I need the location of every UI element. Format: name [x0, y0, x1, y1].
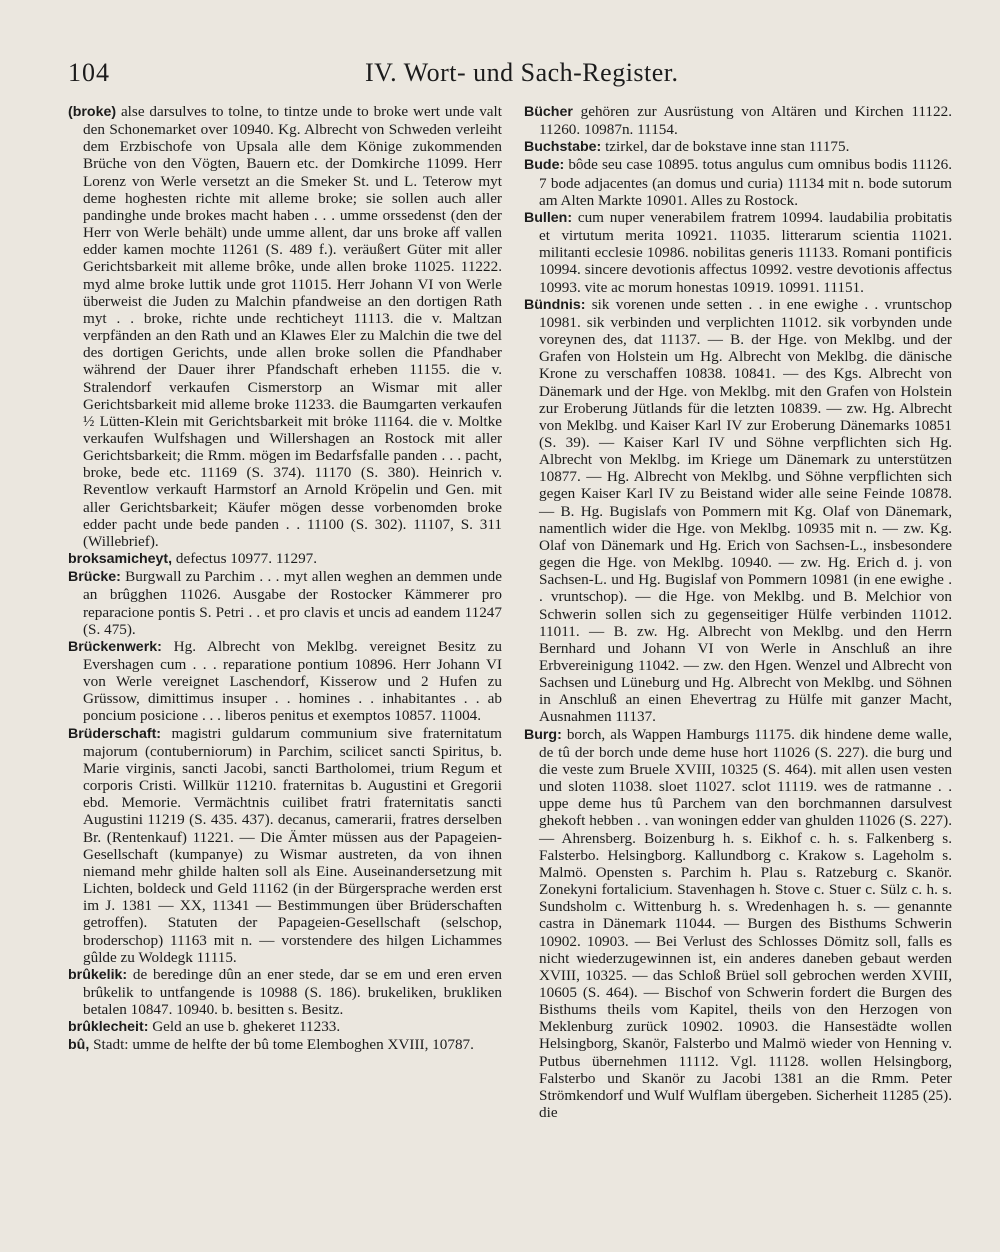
index-entry-burg: [524, 726, 952, 1122]
entry-text: Hg. Albrecht von Meklbg. vereignet Besitz zu Evershagen cum . . . reparatione pontium 10896. Herr Johann VI von Werle vereignet Laschendorf, Kisserow und 2 Hufen zu Grüssow, dimittimus insuper . . homines . . inhabitantes . . ab poncium posicione . . . liberos penitus et exemptos 10857. 11004.: [83, 637, 502, 725]
index-entry-brukelik: [68, 966, 502, 1018]
entry-headword: bû,: [68, 1037, 90, 1054]
entry-headword: Buchstabe:: [524, 139, 602, 156]
right-column: [524, 103, 952, 1121]
page-header: [68, 58, 944, 90]
index-entry-bruklecheit: [68, 1018, 502, 1036]
entry-text: cum nuper venerabilem fratrem 10994. laudabilia probitatis et virtutum merita 10921. 11035. litterarum scientia 11021. militanti ecclesie 10986. nobilitas generis 11133. Romani pontificis 10994. sincere devotionis affectus 10992. vestre devotionis affectus 10993. vite ac morum honestas 10919. 10991. 11151.: [539, 208, 952, 296]
entry-headword: Brücke:: [68, 569, 121, 586]
entry-text: Stadt: umme de helfte der bû tome Elemboghen XVIII, 10787.: [89, 1036, 474, 1054]
left-column: [68, 103, 502, 1055]
index-entry-bullen: [524, 209, 952, 296]
index-entry-buecher: [524, 103, 952, 138]
index-entry-bruederschaft: [68, 725, 502, 966]
index-entry-buendnis: [524, 296, 952, 726]
entry-headword: broksamicheyt,: [68, 551, 173, 568]
index-entry-bude: [524, 156, 952, 208]
index-entry-brueckenwerk: [68, 638, 502, 725]
entry-headword: Bude:: [524, 157, 565, 174]
entry-headword: Burg:: [524, 726, 562, 743]
entry-text: magistri guldarum communium sive fraternitatum majorum (contuberniorum) in Parchim, scilicet sancti Spiritus, b. Marie virginis, sancti Jacobi, sancti Bartholomei, trium Regum et corporis Cristi. Willkür 11210. fraternitas b. Augustini et Gregorii ebd. Memorie. Vermächtnis cuilibet fratri fraternitatis sancti Augustini 11219 (S. 435. 437). decanus, camerarii, fratres derselben Br. (Rentenkauf) 11221. — Die Ämter müssen aus der Papageien-Gesellschaft (kumpanye) zu Wismar austreten, da von ihnen niemand mehr ghilde halten soll als Eine. Auseinandersetzung mit Lichten, boldeck und Geld 11162 (in der Bürgersprache werden erst im J. 1381 — XX, 11341 — Bestimmungen über Brüderschaften getroffen). Statuten der Papageien-Gesellschaft (selschop, broderschop) 11163 mit n. — vorstendere des hilgen Lichammes gûlde zu Woldegk 11115.: [83, 724, 502, 966]
index-entry-buchstabe: [524, 138, 952, 156]
entry-headword: (broke): [68, 104, 117, 120]
entry-headword: Bücher: [524, 104, 573, 120]
index-entry-bruecke: [68, 568, 502, 638]
running-head: IV. Wort- und Sach-Register.: [365, 58, 679, 87]
entry-text: gehören zur Ausrüstung von Altären und Kirchen 11122. 11260. 10987n. 11154.: [539, 103, 952, 139]
entry-text: tzirkel, dar de bokstave inne stan 11175.: [601, 138, 850, 156]
entry-text: bôde seu case 10895. totus angulus cum omnibus bodis 11126. 7 bode adjacentes (an domus und curia) 11134 mit n. bode sutorum am Alten Markte 10901. Alles zu Rostock.: [539, 156, 952, 209]
entry-headword: Bullen:: [524, 209, 573, 226]
entry-text: borch, als Wappen Hamburgs 11175. dik hindene deme walle, de tû der borch unde deme huse hort 11026 (S. 227). die burg und die veste zum Bruele XVIII, 10325 (S. 464). mit allen usen vesten und sloten 11038. sloet 11027. sclot 11119. wes de ratmanne . . uppe deme hus tû Parchem van den borchmannen darsulvest ghekoft hebben . . van woningen edder van ghulden 11026 (S. 227). — Ahrensberg. Boizenburg h. s. Eikhof c. h. s. Falkenberg s. Falsterbo. Helsingborg. Kallundborg c. Krakow s. Lageholm s. Malmö. Opensten s. Parchim h. Plau s. Ratzeburg c. Skanör. Zonekyni fortalicium. Stavenhagen h. Stove c. Stuer c. Sülz c. h. s. Sundsholm c. Wittenburg h. s. Wredenhagen h. s. — genannte castra in Dänemark 11044. — Burgen des Bisthums Schwerin 10902. 10903. — Bei Verlust des Schlosses Dömitz soll, falls es nicht wiederzugewinnen ist, ein anderes daneben gebaut werden XVIII, 10325. — das Schloß Brüel soll gebrochen werden XVIII, 10605 (S. 464). — Bischof von Schwerin fordert die Burgen des Bisthums theils vom Kapitel, theils von den Herzogen von Meklenburg zurück 10902. 10903. die Hansestädte wollen Helsingborg, Skanör, Falsterbo und Malmö wieder von Henning v. Putbus übernehmen 11112. Vgl. 11128. wollen Helsingborg, Falsterbo und Skanör zu Jacobi 1381 an die Rmm. Peter Strömkendorf und Wulf Wulflam übergeben. Sicherheit 11285 (25). die: [539, 725, 952, 1122]
entry-headword: Bündnis:: [524, 296, 586, 313]
page-number: 104: [68, 58, 110, 87]
entry-headword: brûklecheit:: [68, 1019, 149, 1036]
entry-headword: Brückenwerk:: [68, 638, 162, 655]
index-entry-bu: [68, 1036, 502, 1054]
entry-headword: brûkelik:: [68, 966, 128, 983]
entry-text: sik vorenen unde setten . . in ene ewighe . . vruntschop 10981. sik verbinden und verplichten 11012. sik vorbynden unde voreynen des, dat 11137. — B. der Hge. von Meklbg. und der Grafen von Holstein um Hg. Albrecht von Meklbg. die dänische Krone zu verschaffen 10838. 10841. — des Kgs. Albrecht von Dänemark und der Hge. von Meklbg. mit den Grafen von Holstein zur Eroberung Jütlands für die letzten 10839. — zw. Hg. Albrecht von Meklbg. und Kaiser Karl IV zur Eroberung Dänemarks 10851 (S. 39). — Kaiser Karl IV und Söhne verpflichten sich Hg. Albrecht von Meklbg. im Kriege um Dänemark zu unterstützen 10877. — Hg. Albrecht von Meklbg. und Söhne verpflichten sich gegen Kaiser Karl IV zu Beistand wider alle seine Feinde 10878. — B. Hg. Bugislafs von Pommern mit Kg. Olaf von Dänemark, namentlich wider die Hge. von Meklbg. 10935 mit n. — zw. Kg. Olaf von Dänemark und Hg. Erich von Sachsen-L., insbesondere gegen die Hge. von Meklbg. 10940. — zw. Hg. Erich d. j. von Sachsen-L. und Hg. Bugislaf von Pommern 10981 (in ene ewighe . . vruntschop). — die Hge. von Meklbg. und B. Melchior von Schwerin sollen sich zu gegenseitiger Hülfe verbinden 11012. 11011. — B. zw. Hg. Albrecht von Meklbg. und den Herrn Bernhard und Johann VI von Werle in Anschluß an ihre Erbvereinigung 11042. — zw. den Hgen. Wenzel und Albrecht von Sachsen und Lüneburg und Hg. Albrecht von Meklbg. und Söhnen in Anschluß an einen Ehevertrag zu Hülfe mit ganzer Macht, Ausnahmen 11137.: [539, 295, 952, 726]
entry-text: Burgwall zu Parchim . . . myt allen weghen an demmen unde an brûgghen 11026. Ausgabe der Rostocker Kämmerer pro reparacione pontis S. Petri . . et pro clavis et uncis ad eandem 11247 (S. 475).: [83, 568, 502, 638]
index-entry-broksamicheyt: [68, 550, 502, 568]
index-entry-broke: [68, 103, 502, 550]
entry-headword: Brüderschaft:: [68, 725, 162, 742]
entry-text: Geld an use b. ghekeret 11233.: [148, 1018, 341, 1036]
entry-text: defectus 10977. 11297.: [172, 550, 318, 568]
entry-text: alse darsulves to tolne, to tintze unde to broke wert unde valt den Schonemarket over 10940. Kg. Albrecht von Schweden verleiht dem Erzbischofe von Upsala alle dem Könige zukommenden Brüche von den Vögten, Bauern etc. der Domkirche 11099. Herr Lorenz von Werle versetzt an die Smeker St. und L. Teterow myt deme hoghesten richte mit alleme broke; sie sollen auch aller pandinghe unde brokes macht haben . . . umme orssedenst (den der Herr von Werle behält) unde umme allent, dar uns broke aff vallen edder kamen mochte 11261 (S. 489 f.). veräußert Güter mit aller Gerichtsbarkeit mit alleme brôke, unde allen broke 11025. 11222. myd alme broke luttik unde grot 11015. Herr Johann VI von Werle überweist die Juden zu Malchin pfandweise an den dortigen Rath myt . . broke, richte unde rechticheyt 11113. die v. Maltzan verpfänden an den Rath und an Klawes Eler zu Malchin die twe del des dortigen Gerichts, unde allen broke sollen die Pfandhaber während der Dauer ihrer Pfandschaft erheben 11155. die v. Stralendorf verkaufen Cismerstorp an Wismar mit aller Gerichtsbarkeit mid alleme broke 11233. die Baumgarten verkaufen ½ Lütten-Klein mit Gerichtsbarkeit mit brȯke 11164. die v. Moltke verkaufen Wulfshagen und Willershagen an Rostock mit aller Gerichtsbarkeit; die Rmm. mögen im Bedarfsfalle panden . . . pacht, broke, bede etc. 11169 (S. 374). 11170 (S. 380). Heinrich v. Reventlow verkauft Harmstorf an Arnold Kröpelin und Gen. mit aller Gerichtsbarkeit; Käufer mögen desse vorbenomden broke edder pacht unde bede panden . . 11100 (S. 302). 11107, S. 311 (Willebrief).: [83, 103, 502, 550]
entry-text: de beredinge dûn an ener stede, dar se em und eren erven brûkelik to untfangende is 10988 (S. 186). brukeliken, brukliken betalen 10847. 10940. b. besitten s. Besitz.: [83, 965, 502, 1019]
